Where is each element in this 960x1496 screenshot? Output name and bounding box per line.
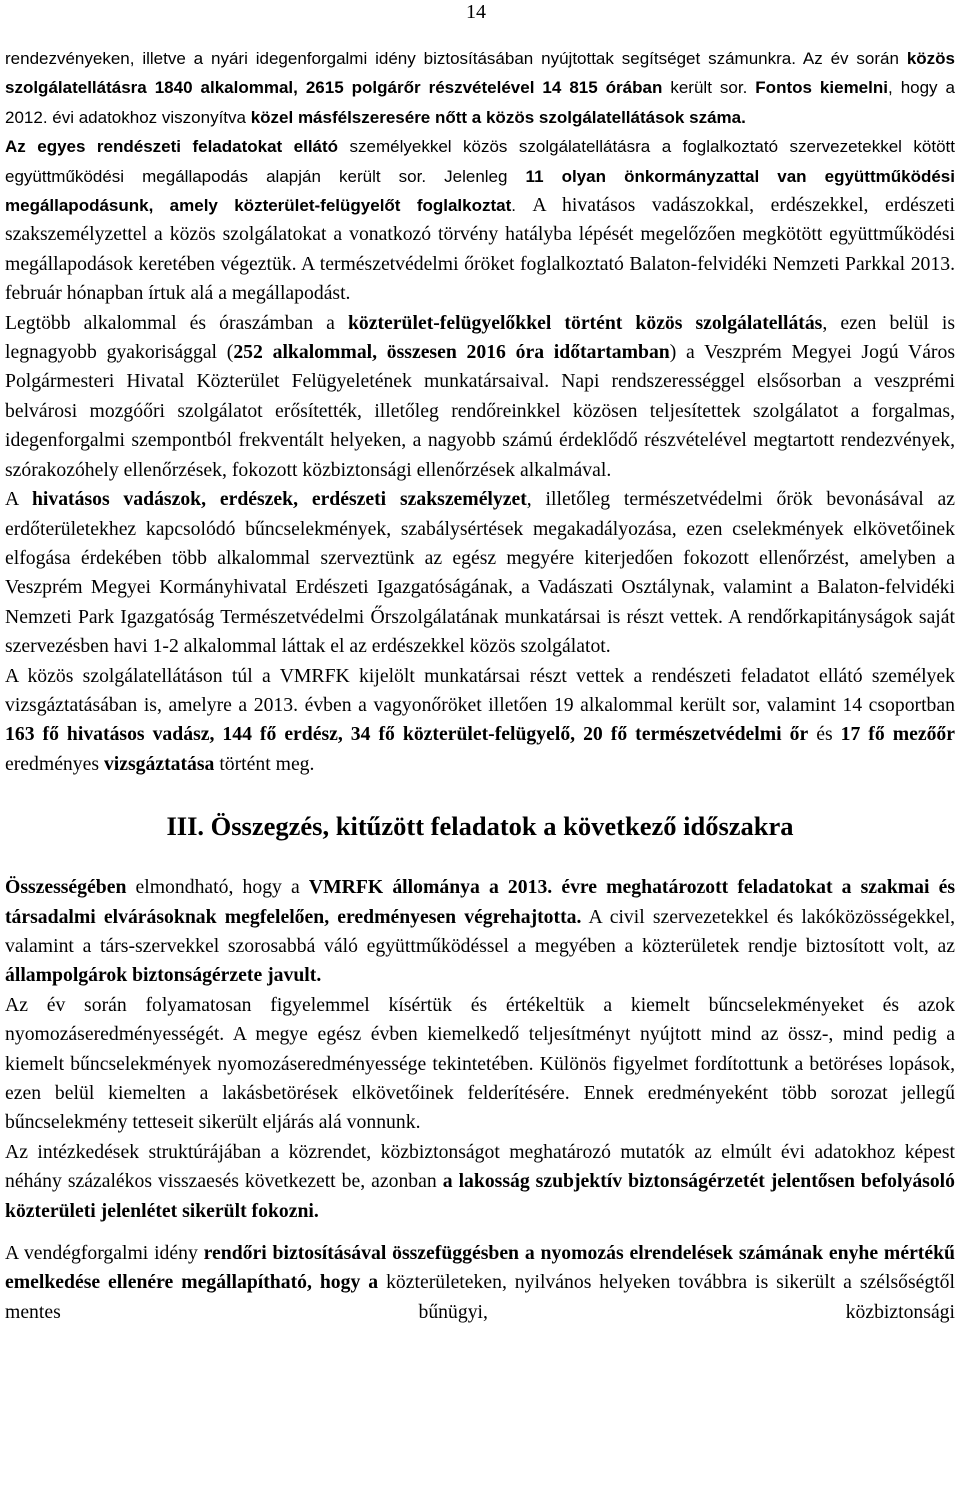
bold-text-run: közel másfélszeresére nőtt a közös szolgálatellátások száma. xyxy=(250,107,746,127)
text-run: , hogy a 2012. évi adatokhoz viszonyítva xyxy=(5,78,955,127)
text-run: Az év során folyamatosan figyelemmel kísértük és értékeltük a kiemelt bűncselekményeket és azok nyomozáseredményességét. A megye egész évben kiemelkedő teljesítményt nyújtott mind az össz-, mind pedig a kiemelt bűncselekmények nyomozáseredményessége tekintetében. Különös figyelmet fordítottunk a betöréses lopások, ezen belül kiemelten a lakásbetörések elkövetőinek felderítésére. Ennek eredményeként több sorozat jellegű bűncselekmény tetteseit sikerült eljárás alá vonnunk. xyxy=(5,993,955,1134)
paragraph xyxy=(5,873,955,991)
bold-text-run: állampolgárok biztonságérzete javult. xyxy=(5,964,322,987)
text-run: A xyxy=(5,488,32,511)
bold-text-run: Fontos kiemelni xyxy=(755,78,888,98)
text-run: , illetőleg természetvédelmi őrök bevonásával az erdőterületekhez kapcsolódó bűncselekmények, szabálysértések megakadályozása, ezen cselekmények elkövetőinek elfogása érdekében több alkalommal szerveztünk az egész megyére kiterjedően fokozott ellenőrzést, amelyben a Veszprém Megyei Kormányhivatal Erdészeti Igazgatóságának, a Vadászati Osztálynak, valamint a Balaton-felvidéki Nemzeti Park Igazgatóság Természetvédelmi Őrszolgálatának munkatársai is részt vettek. A rendőrkapitányságok saját szervezésben havi 1-2 alkalommal láttak el az erdészekkel közös szolgálatot. xyxy=(5,488,955,658)
document-body xyxy=(5,44,955,1327)
text-run: A hivatásos vadászokkal, erdészekkel, erdészeti szakszemélyzettel a közös szolgálatokat a vonatkozó törvény hatályba lépését megelőzően megkötött együttműködési megállapodások keretében végeztük. A természetvédelmi őröket foglalkoztató Balaton-felvidéki Nemzeti Parkkal 2013. február hónapban írtuk alá a megállapodást. xyxy=(5,194,955,305)
text-run: A vendégforgalmi idény xyxy=(5,1242,204,1265)
paragraph xyxy=(5,1138,955,1226)
bold-text-run: rendőri biztosításával összefüggésben a nyomozás elrendelések számának enyhe mértékű emelkedése ellenére megállapítható, hogy a xyxy=(5,1242,955,1294)
text-run: A közös szolgálatellátáson túl a VMRFK kijelölt munkatársai részt vettek a rendészeti feladatot ellátó személyek vizsgáztatásában is, amelyre a 2013. évben a vagyonőröket illetően 19 alkalommal került sor, valamint 14 csoportban xyxy=(5,664,955,716)
paragraph xyxy=(5,991,955,1138)
text-run: . xyxy=(511,196,533,216)
paragraph xyxy=(5,309,955,485)
paragraph-group-top xyxy=(5,44,955,779)
text-run: Az intézkedések struktúrájában a közrendet, közbiztonságot meghatározó mutatók az elmúlt évi adatokhoz képest néhány százalékos visszaesés következett be, azonban xyxy=(5,1140,955,1193)
bold-text-run: közterület-felügyelőkkel történt közös szolgálatellátás xyxy=(347,311,823,334)
paragraph xyxy=(5,44,955,132)
bold-text-run: Az egyes rendészeti feladatokat ellátó xyxy=(5,137,339,157)
text-run: közterületeken, nyilvános helyeken továbbra is sikerült a szélsőségtől mentes bűnügyi, közbiztonsági xyxy=(5,1271,955,1323)
text-run: személyekkel közös szolgálatellátásra a foglalkoztató szervezetekkel kötött együttműködési megállapodás alapján került sor. Jelenleg xyxy=(5,137,955,186)
bold-text-run: 252 alkalommal, összesen 2016 óra időtartamban xyxy=(233,341,670,364)
bold-text-run: hivatásos vadászok, erdészek, erdészeti szakszemélyzet xyxy=(31,488,527,511)
text-run: elmondható, hogy a xyxy=(126,876,309,899)
paragraph xyxy=(5,662,955,780)
paragraph xyxy=(5,1239,955,1327)
section-heading: III. Összegzés, kitűzött feladatok a következő időszakra xyxy=(166,811,794,842)
bold-text-run: a lakosság szubjektív biztonságérzetét jelentősen befolyásoló közterületi jelenlétet sikerült fokozni. xyxy=(5,1170,955,1222)
bold-text-run: 17 fő mezőőr xyxy=(840,723,956,746)
text-run: Legtöbb alkalommal és óraszámban a xyxy=(5,311,348,334)
text-run: került sor. xyxy=(662,78,756,98)
text-run: , ezen belül is legnagyobb gyakorisággal ( xyxy=(5,311,955,364)
text-run: ) a Veszprém Megyei Jogú Város Polgármesteri Hivatal Közterület Felügyeletének munkatársaival. Napi rendszerességgel elsősorban a veszprémi belvárosi mozgóőri szolgálatot erősítették, illetőleg rendőreinkkel közösen teljesítettek szolgálatot a forgalmas, idegenforgalmi szempontból frekventált helyeken, a nagyobb számú érdeklődő részvételével megtartott rendezvények, szórakozóhely ellenőrzések, fokozott közbiztonsági ellenőrzések alkalmával. xyxy=(5,341,955,481)
bold-text-run: VMRFK állománya a 2013. évre meghatározott feladatokat a szakmai és társadalmi elvárásoknak megfelelően, eredményesen végrehajtotta. xyxy=(5,876,956,928)
bold-text-run: közös szolgálatellátásra 1840 alkalommal, 2615 polgárőr részvételével 14 815 órában xyxy=(5,49,955,98)
bold-text-run: 163 fő hivatásos vadász, 144 fő erdész, 34 fő közterület-felügyelő, 20 fő természetvédelmi őr xyxy=(5,723,809,746)
paragraph xyxy=(5,132,955,308)
text-run: történt meg. xyxy=(214,752,315,775)
text-run: A civil szervezetekkel és lakóközösségekkel, valamint a társ-szervekkel szorosabbá váló együttműködéssel a megyében a közterületek rendje biztosított volt, az xyxy=(5,905,956,957)
text-run: rendezvényeken, illetve a nyári idegenforgalmi idény biztosításában nyújtottak segítséget számunkra. Az év során xyxy=(5,49,907,68)
bold-text-run: Összességében xyxy=(5,876,127,899)
text-run: és xyxy=(808,723,841,746)
text-run: eredményes xyxy=(5,752,104,775)
paragraph xyxy=(5,485,955,661)
bold-text-run: vizsgáztatása xyxy=(103,752,215,775)
bold-text-run: 11 olyan önkormányzattal van együttműködési megállapodásunk, amely közterület-felügyelőt foglalkoztat xyxy=(5,166,955,216)
paragraph-group-bottom xyxy=(5,873,955,1327)
page-number: 14 xyxy=(466,1,486,23)
